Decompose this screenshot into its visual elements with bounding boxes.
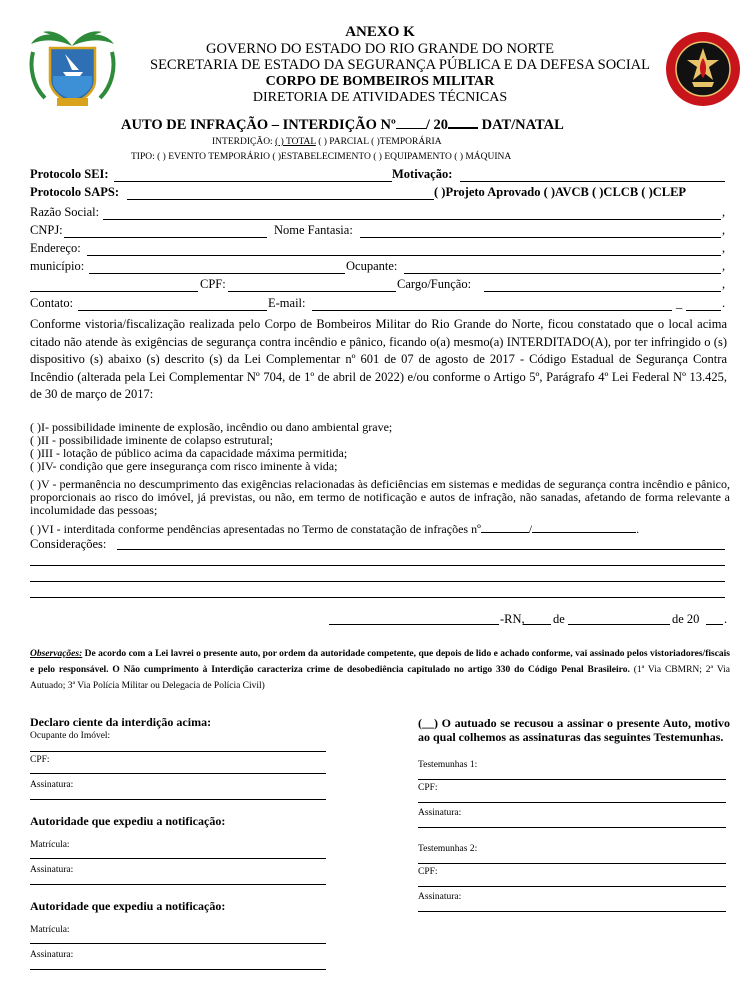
consideracoes-label: Considerações:: [30, 537, 107, 551]
city-line[interactable]: [329, 624, 499, 625]
observations-label: Observações:: [30, 649, 83, 659]
day-line[interactable]: [523, 624, 551, 625]
protocolo-sei-line[interactable]: [114, 181, 392, 182]
protocolo-saps-label: Protocolo SAPS:: [30, 185, 119, 199]
fire-corps-line: CORPO DE BOMBEIROS MILITAR: [265, 74, 495, 89]
number-blank[interactable]: [396, 128, 426, 129]
ocupante-label: Ocupante:: [346, 259, 398, 273]
cpf-label: CPF:: [30, 755, 50, 765]
rn-label: -RN,: [500, 612, 525, 626]
nome-fantasia-label: Nome Fantasia:: [274, 223, 353, 237]
project-checkboxes[interactable]: ( )Projeto Aprovado ( )AVCB ( )CLCB ( )CLEP: [434, 185, 687, 199]
cargo-line[interactable]: [484, 291, 721, 292]
signature-label: Assinatura:: [30, 950, 74, 960]
year-blank[interactable]: [448, 127, 478, 129]
comma: ,: [722, 223, 726, 237]
item-ii[interactable]: ( )II - possibilidade iminente de colapso estrutural;: [30, 433, 273, 447]
underscore: _: [676, 296, 683, 310]
signature-label: Assinatura:: [418, 892, 462, 902]
consideracoes-line-1[interactable]: [117, 549, 725, 550]
signature-label: Assinatura:: [418, 808, 462, 818]
registration-line[interactable]: [30, 943, 326, 944]
witness-2-signature-line[interactable]: [418, 911, 726, 912]
directorate-line: DIRETORIA DE ATIVIDADES TÉCNICAS: [252, 90, 508, 105]
copies-note: (1ª Via CBMRN; 2ª Via Autuado; 3ª Via Polícia Militar ou Delegacia de Polícia Civil): [30, 665, 730, 691]
witness-1-signature-line[interactable]: [418, 827, 726, 828]
year-line[interactable]: [706, 624, 723, 625]
registration-label: Matrícula:: [30, 840, 70, 850]
cpf-label: CPF:: [418, 867, 438, 877]
item-iii[interactable]: ( )III - lotação de público acima da capacidade máxima permitida;: [30, 446, 348, 460]
comma: ,: [722, 205, 726, 219]
option-temporary[interactable]: ( )TEMPORÁRIA: [371, 137, 442, 147]
year-label: de 20: [672, 612, 700, 626]
observations-text: De acordo com a Lei lavrei o presente auto, por ordem da autoridade competente, que depois de lido e achado conforme, vai assinado pelos vistoriadores/fiscais e pelo responsável. O Não cumprimento à Interdição caracteriza crime de desobediência capitulado no artigo 330 do Código Penal Brasileiro.: [30, 649, 730, 675]
witness-2-cpf-line[interactable]: [418, 886, 726, 887]
de-label: de: [553, 612, 565, 626]
form-title-suffix: DAT/NATAL: [481, 117, 564, 133]
registration-line[interactable]: [30, 858, 326, 859]
government-line: GOVERNO DO ESTADO DO RIO GRANDE DO NORTE: [206, 41, 554, 57]
item-v[interactable]: ( )V - permanência no descumprimento das exigências relacionadas às deficiências em sistemas e medidas de segurança contra incêndio e pânico, proporcionais ao risco do imóvel, já previstas, ou não, em termo de notificação e autos de infração, não sanadas, afetando de forma relevante a incolumidade das pessoas;: [30, 477, 730, 517]
fire-department-emblem: [664, 30, 742, 108]
form-title: [121, 117, 564, 134]
cargo-label: Cargo/Função:: [397, 277, 472, 291]
state-coat-of-arms: [25, 28, 120, 110]
witness-2-line[interactable]: [418, 863, 726, 864]
nome-fantasia-line[interactable]: [360, 237, 721, 238]
term-number-blank[interactable]: [481, 532, 529, 533]
signature-line[interactable]: [30, 799, 326, 800]
consideracoes-line-2[interactable]: [30, 565, 725, 566]
occupant-name-line[interactable]: [30, 291, 198, 292]
cpf-label: CPF:: [418, 783, 438, 793]
email-line-tail[interactable]: [686, 310, 721, 311]
contato-label: Contato:: [30, 296, 74, 310]
protocolo-saps-line[interactable]: [127, 199, 434, 200]
cpf-line[interactable]: [228, 291, 396, 292]
item-iv[interactable]: ( )IV- condição que gere insegurança com risco iminente à vida;: [30, 459, 338, 473]
endereco-label: Endereço:: [30, 241, 81, 255]
acknowledge-heading: Declaro ciente da interdição acima:: [30, 715, 212, 729]
annex-title: ANEXO K: [345, 24, 415, 40]
option-partial[interactable]: ( ) PARCIAL: [318, 137, 369, 147]
type-options[interactable]: TIPO: ( ) EVENTO TEMPORÁRIO ( )ESTABELECIMENTO ( ) EQUIPAMENTO ( ) MÁQUINA: [131, 152, 512, 162]
signature-line[interactable]: [30, 969, 326, 970]
period: .: [636, 522, 640, 536]
comma: ,: [722, 277, 726, 291]
month-line[interactable]: [568, 624, 670, 625]
authority-heading-2: Autoridade que expediu a notificação:: [30, 899, 226, 913]
year-prefix: / 20: [425, 117, 448, 133]
interdiction-label: INTERDIÇÃO:: [212, 137, 273, 147]
email-label: E-mail:: [268, 296, 306, 310]
signature-line[interactable]: [30, 884, 326, 885]
legal-paragraph: Conforme vistoria/fiscalização realizada pelo Corpo de Bombeiros Militar do Rio Grande do Norte, ficou constatado que o local acima citado não atende às exigências de segurança contra incêndio e pânico, ficando o(a) mesmo(a) INTERDITADO(A), por ter infringido o (s) dispositivo (s) abaixo (s) descrito (s) da Lei Complementar nº 601 de 07 de agosto de 2017 - Código Estadual de Segurança Contra Incêndio (alterada pela Lei Complementar Nº 704, de 1º de abril de 2022) e/ou conforme o Artigo 5º, Parágrafo 4º Lei Federal Nº 13.425, de 30 de março de 2017:: [30, 317, 727, 401]
item-i[interactable]: ( )I- possibilidade iminente de explosão, incêndio ou dano ambiental grave;: [30, 420, 393, 434]
ocupante-line[interactable]: [404, 273, 721, 274]
option-total[interactable]: ( ) TOTAL: [275, 137, 316, 147]
slash: /: [528, 522, 533, 536]
endereco-line[interactable]: [87, 255, 721, 256]
observations: [30, 646, 730, 694]
form-title-text: AUTO DE INFRAÇÃO – INTERDIÇÃO Nº: [121, 117, 396, 133]
razao-social-label: Razão Social:: [30, 205, 100, 219]
period: .: [722, 296, 726, 310]
registration-label: Matrícula:: [30, 925, 70, 935]
item-vi-row: [30, 522, 639, 537]
municipio-line[interactable]: [89, 273, 345, 274]
refusal-statement[interactable]: (__) O autuado se recusou a assinar o presente Auto, motivo ao qual colhemos as assinaturas das seguintes Testemunhas.: [418, 716, 730, 744]
witness-1-cpf-line[interactable]: [418, 802, 726, 803]
witness-1-line[interactable]: [418, 779, 726, 780]
cpf-sign-line[interactable]: [30, 773, 326, 774]
municipio-label: município:: [30, 259, 85, 273]
email-line[interactable]: [312, 310, 672, 311]
motivacao-label: Motivação:: [392, 167, 453, 181]
signature-label: Assinatura:: [30, 865, 74, 875]
authority-heading-1: Autoridade que expediu a notificação:: [30, 814, 226, 828]
cnpj-label: CNPJ:: [30, 223, 63, 237]
protocolo-sei-label: Protocolo SEI:: [30, 167, 109, 181]
comma: ,: [722, 241, 726, 255]
item-vi[interactable]: ( )VI - interditada conforme pendências apresentadas no Termo de constatação de infrações nº: [30, 522, 481, 536]
motivacao-line[interactable]: [460, 181, 725, 182]
consideracoes-line-4[interactable]: [30, 597, 725, 598]
witness-2-label: Testemunhas 2:: [418, 844, 478, 854]
witness-1-label: Testemunhas 1:: [418, 760, 478, 770]
signature-label: Assinatura:: [30, 780, 74, 790]
razao-social-line[interactable]: [103, 219, 721, 220]
occupant-label: Ocupante do Imóvel:: [30, 731, 111, 741]
term-year-blank[interactable]: [532, 532, 636, 533]
comma: ,: [722, 259, 726, 273]
occupant-line[interactable]: [30, 751, 326, 752]
period: .: [724, 612, 728, 626]
secretariat-line: SECRETARIA DE ESTADO DA SEGURANÇA PÚBLICA E DA DEFESA SOCIAL: [150, 57, 650, 73]
contato-line[interactable]: [78, 310, 267, 311]
consideracoes-line-3[interactable]: [30, 581, 725, 582]
interdiction-options: [212, 137, 442, 147]
cnpj-line[interactable]: [64, 237, 267, 238]
cpf-label: CPF:: [200, 277, 226, 291]
